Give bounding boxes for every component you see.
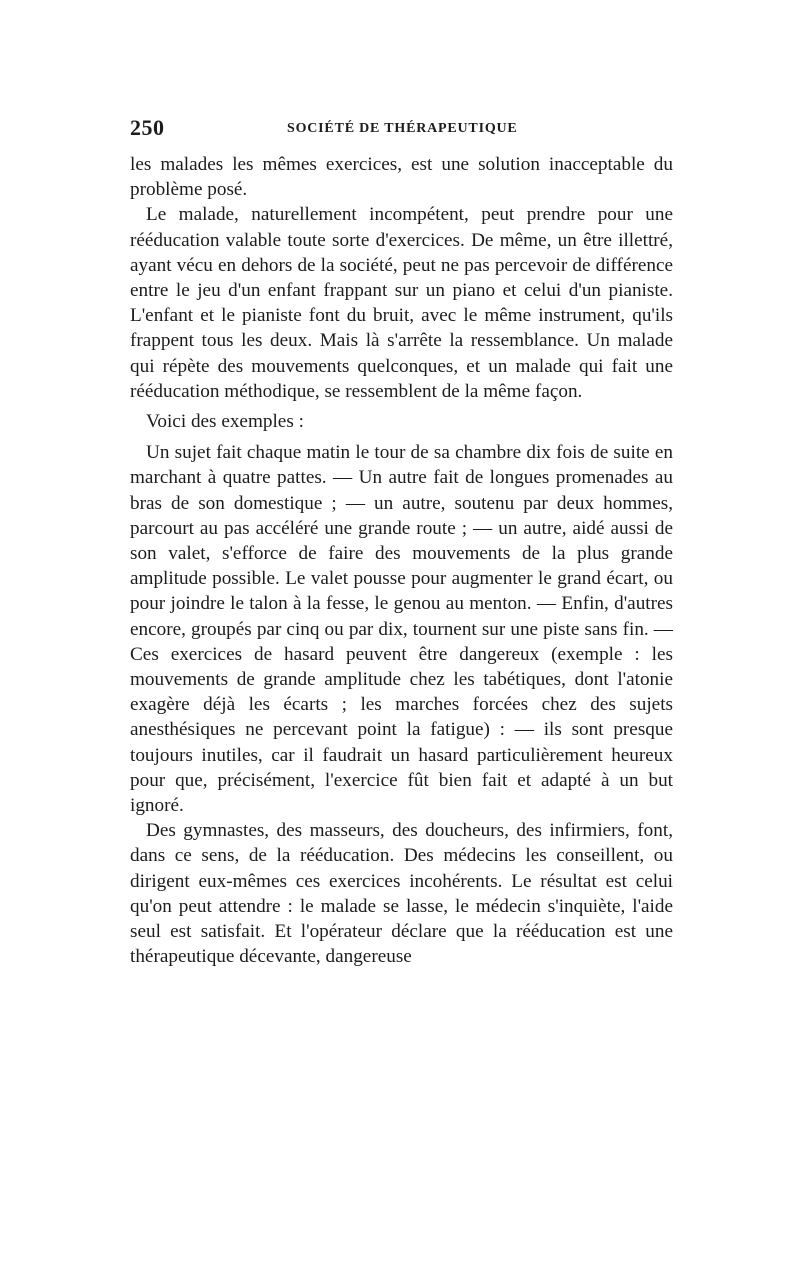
page-number: 250 <box>130 115 165 140</box>
body-text <box>130 152 673 970</box>
paragraph-continuation: les malades les mêmes exercices, est une solution inacceptable du problème posé. <box>130 154 673 201</box>
running-head: SOCIÉTÉ DE THÉRAPEUTIQUE <box>287 121 518 136</box>
paragraph-examples: Un sujet fait chaque matin le tour de sa chambre dix fois de suite en marchant à quatre pattes. — Un autre fait de longues promenades au bras de son domestique ; — un autre, soutenu par deux hommes, parcourt au pas accéléré une grande route ; — un autre, aidé aussi de son valet, s'efforce de faire des mouvements de la plus grande amplitude possible. Le valet pousse pour augmenter le grand écart, ou pour joindre le talon à la fesse, le genou au menton. — Enfin, d'autres encore, groupés par cinq ou par dix, tournent sur une piste sans fin. — Ces exercices de hasard peuvent être dangereux (exemple : les mouvements de grande amplitude chez les tabétiques, dont l'atonie exagère déjà les écarts ; les marches forcées chez des sujets anesthésiques ne percevant point la fatigue) : — ils sont presque toujours inutiles, car il faudrait un hasard particulièrement heureux pour que, précisément, l'exercice fût bien fait et adapté à un but ignoré. <box>130 442 673 817</box>
paragraph-examples-intro: Voici des exemples : <box>146 411 304 433</box>
page-header <box>130 115 675 143</box>
paragraph-gymnastes: Des gymnastes, des masseurs, des doucheurs, des infirmiers, font, dans ce sens, de la rééducation. Des médecins les conseillent, ou dirigent eux-mêmes ces exercices incohérents. Le résultat est celui qu'on peut attendre : le malade se lasse, le médecin s'inquiète, l'aide seul est satisfait. Et l'opérateur déclare que la rééducation est une thérapeutique décevante, dangereuse <box>130 820 673 968</box>
paragraph-malade-incompetent: Le malade, naturellement incompétent, peut prendre pour une rééducation valable toute sorte d'exercices. De même, un être illettré, ayant vécu en dehors de la société, peut ne pas percevoir de différence entre le jeu d'un enfant frappant sur un piano et celui d'un pianiste. L'enfant et le pianiste font du bruit, avec le même instrument, qu'ils frappent tous les deux. Mais là s'arrête la ressemblance. Un malade qui répète des mouvements quelconques, et un malade qui fait une rééducation méthodique, se ressemblent de la même façon. <box>130 204 673 402</box>
